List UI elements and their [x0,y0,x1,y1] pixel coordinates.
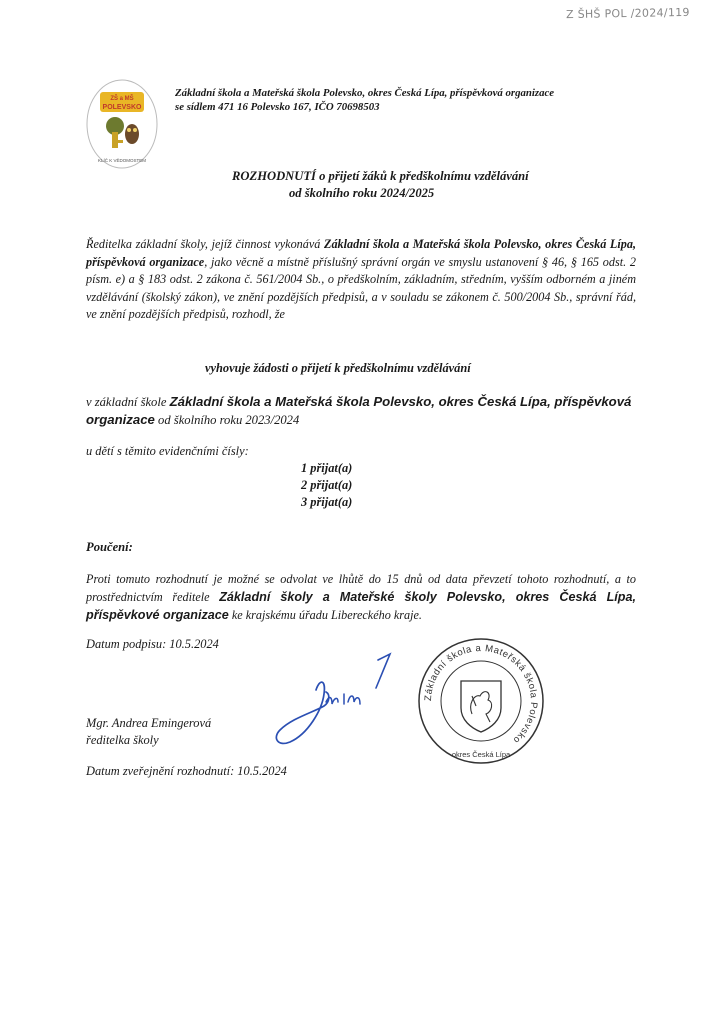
school-line-suffix: od školního roku 2023/2024 [154,413,300,427]
signatory-role: ředitelka školy [86,733,159,747]
signature [268,650,403,750]
date-signed: Datum podpisu: 10.5.2024 [86,637,219,651]
intro-text-start: Ředitelka základní školy, jejíž činnost vykonává [86,237,324,251]
decision-statement: vyhovuje žádosti o přijetí k předškolnímu vzdělávání [205,361,471,375]
child-entry: 2 přijat(a) [301,478,353,492]
school-line [86,393,636,429]
pouceni-paragraph [86,570,636,624]
child-entry: 1 přijat(a) [301,461,353,475]
pouceni-text-end: ke krajskému úřadu Libereckého kraje. [228,608,422,622]
official-stamp [416,636,546,766]
pouceni-school-name: Základní školy a Mateřské školy Polevsko, okres Česká Lípa, příspěvkové organizace [86,590,636,622]
pouceni-text-start: Proti tomuto rozhodnutí je možné se odvolat ve lhůtě do 15 dnů od data převzetí tohoto rozhodnutí, a to prostřednictvím ředitele [86,572,636,604]
date-published: Datum zveřejnění rozhodnutí: 10.5.2024 [86,764,287,778]
school-line-prefix: v základní škole [86,395,170,409]
intro-text-rest: , jako věcně a místně příslušný správní orgán ve smyslu ustanovení § 46, § 165 odst. 2 písm. e) a § 183 odst. 2 zákona č. 561/2004 Sb., o předškolním, základním, středním, vyšším odborném a jiném vzdělávání (školský zákon), ve znění pozdějších předpisů, a v souladu se zákonem č. 500/2004 Sb., správní řád, ve znění pozdějších předpisů, rozhodl, že [86,254,636,321]
logo-school-name: POLEVSKO [102,104,142,111]
pouceni-heading: Poučení: [86,540,133,554]
handwritten-reference-number: Z ŠHŠ POL /2024/119 [565,5,690,22]
document-title: ROZHODNUTÍ o přijetí žáků k předškolnímu vzdělávání [232,169,529,183]
school-header-line1: Základní škola a Mateřská škola Polevsko, okres Česká Lípa, příspěvková organizace [175,87,555,99]
stamp-ring-text: Základní škola a Mateřská škola Polevsko [422,642,540,746]
intro-school-name: Základní škola a Mateřská škola Polevsko, okres Česká Lípa, příspěvková organizace [86,237,636,269]
school-header-line2: se sídlem 471 16 Polevsko 167, IČO 70698503 [175,101,380,113]
document-subtitle: od školního roku 2024/2025 [289,186,435,200]
signatory-name: Mgr. Andrea Emingerová [86,716,212,730]
school-logo [84,78,160,170]
children-label: u dětí s těmito evidenčními čísly: [86,444,249,458]
school-line-school: Základní škola a Mateřská škola Polevsko, okres Česká Lípa, příspěvková organizace [86,394,632,427]
stamp-bottom-text: okres Česká Lípa [451,750,511,759]
logo-top-text: ZŠ a MŠ [110,96,134,102]
logo-ring-text: KLÍČ K VĚDOMOSTEM [97,158,147,163]
intro-paragraph [86,236,636,324]
child-entry: 3 přijat(a) [301,495,353,509]
